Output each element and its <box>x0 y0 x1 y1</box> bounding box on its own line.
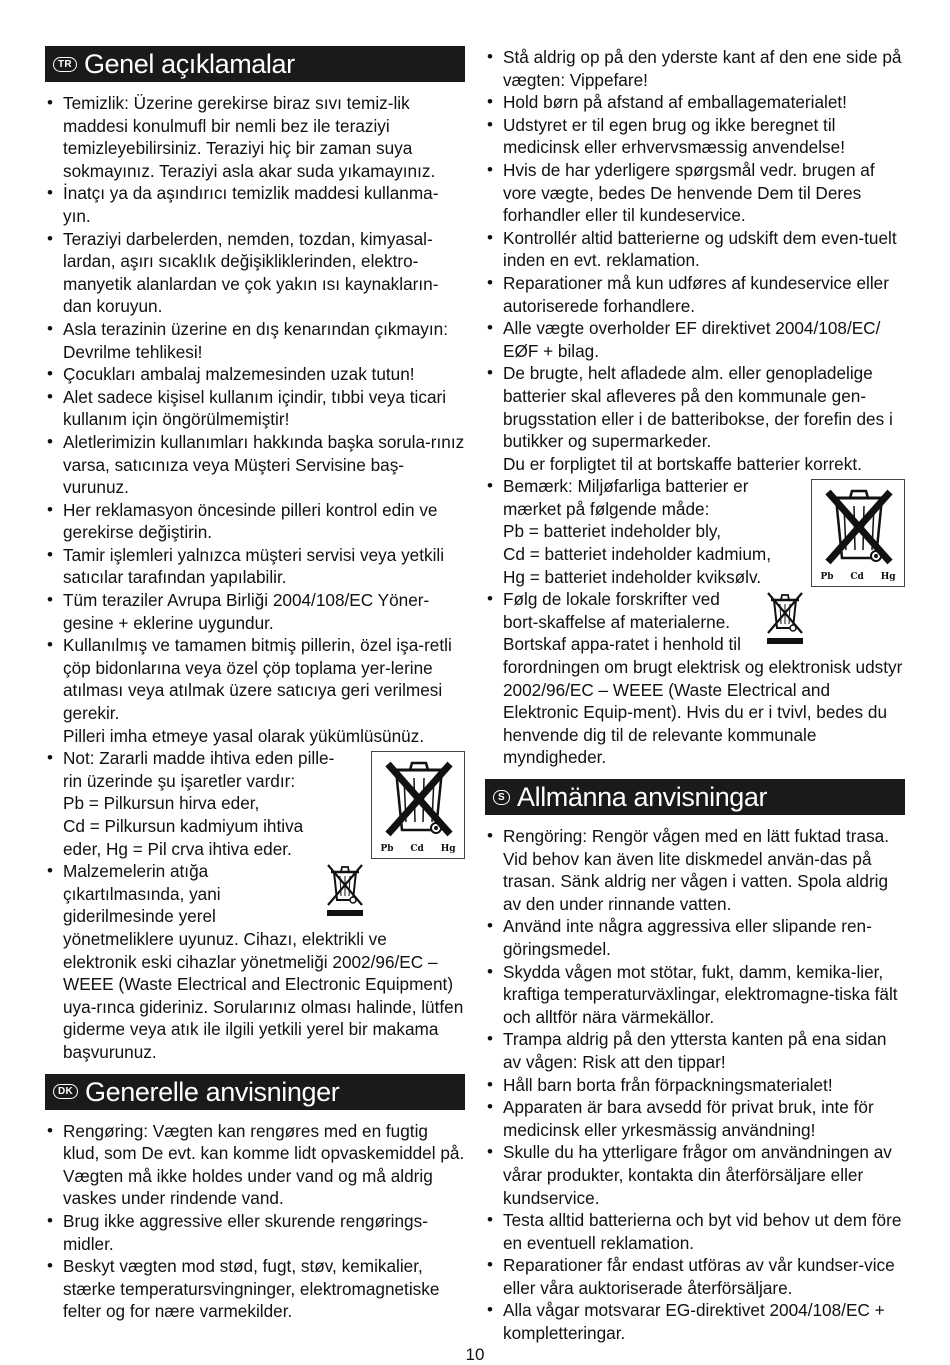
weee-item-tr: Malzemelerin atığa çıkartılmasında, yani giderilmesinde yerel yönetmeliklere uyunuz. Cihazı, elektrikli ve elektronik eski cihazlar yönetmeliği 2002/96/EC – WEEE (Waste Electrical and Electronic Equipment) uya-rınca gideriniz. Sorularınız olması halinde, lütfen giderme veya atık ile ilgili yetkili yerel bir makama başvurunuz. <box>63 861 464 1062</box>
list-dk-continued <box>485 46 905 769</box>
symbol-line: eder, Hg = Pil crva ihtiva eder. <box>63 838 292 859</box>
list-item: • Beskyt vægten mod stød, fugt, støv, kemikalier, stærke temperatursvingninger, elektromagnetiske felter og for nære varmekilder. <box>45 1255 465 1323</box>
list-item: • Rengøring: Vægten kan rengøres med en fugtig klud, som De evt. kan komme lidt opvaskemiddel på. Vægten må ikke holdes under vand og må aldrig vaskes under rindende vand. <box>45 1120 465 1210</box>
symbol-line: Cd = batteriet indeholder kadmium, <box>503 544 771 565</box>
section-title-dk: Generelle anvisninger <box>85 1076 340 1107</box>
crossed-bin-icon <box>822 486 896 566</box>
list-item: • Apparaten är bara avsedd för privat bruk, inte för medicinsk eller yrkesmässig användning! <box>485 1096 905 1141</box>
symbol-line: Not: Zararli madde ihtiva eden pille- <box>63 748 335 769</box>
lang-badge-tr: TR <box>53 57 77 72</box>
section-title-tr: Genel açıklamalar <box>83 49 295 79</box>
list-item: • Testa alltid batterierna och byt vid behov ut dem före en eventuell reklamation. <box>485 1209 905 1254</box>
list-dk <box>45 1120 465 1323</box>
list-item <box>45 860 465 1063</box>
symbol-label-pb: • Pb <box>820 572 834 583</box>
list-item: • Alla vågar motsvarar EG-direktivet 2004/108/EC + kompletteringar. <box>485 1299 905 1344</box>
symbol-labels <box>812 572 904 582</box>
crossed-bin-icon <box>382 758 456 838</box>
symbol-line: Hg = batteriet indeholder kviksølv. <box>503 566 762 587</box>
symbol-labels <box>372 844 464 854</box>
list-item: • Udstyret er til egen brug og ikke beregnet til medicinsk eller erhvervsmæssig anvendelse! <box>485 114 905 159</box>
weee-item-dk: Følg de lokale forskrifter ved bort-skaffelse af materialerne. Bortskaf appa-ratet i henhold til forordningen om brugt elektrisk og elektronisk udstyr 2002/96/EC – WEEE (Waste Electrical and Elektronic Equip-ment). Hvis du er i tvivl, bedes du henvende dig til de relevante kommunale myndigheder. <box>503 589 903 768</box>
symbol-line: Pb = Pilkursun hirva eder, <box>63 793 260 814</box>
list-tr <box>45 92 465 1064</box>
section-tr <box>45 46 465 1064</box>
list-item: • Hvis de har yderligere spørgsmål vedr. brugen af vore vægte, bedes De henvende Dem til Deres forhandler eller til kundeservice. <box>485 159 905 227</box>
list-item: • Skulle du ha ytterligare frågor om användningen av vårar produkter, kontakta din återförsäljare eller kundservice. <box>485 1141 905 1209</box>
battery-symbol-box <box>811 479 905 587</box>
list-item <box>485 362 905 475</box>
weee-bin-icon <box>325 862 365 918</box>
list-item: • Kontrollér altid batterierne og udskift dem even-tuelt inden en evt. reklamation. <box>485 227 905 272</box>
symbol-label-hg: Hg <box>440 844 456 855</box>
list-item: • Håll barn borta från förpackningsmaterialet! <box>485 1074 905 1097</box>
section-header-s <box>485 779 905 815</box>
list-item: • Reparationer får endast utföras av vår kundser-vice eller våra auktoriserade återförsäljare. <box>485 1254 905 1299</box>
symbol-label-cd: Cd <box>410 844 424 855</box>
battery-symbol-box <box>371 751 465 859</box>
section-header-dk <box>45 1074 465 1110</box>
list-s <box>485 825 905 1345</box>
lang-badge-s: S <box>493 790 510 805</box>
page-number: 10 <box>465 1345 485 1364</box>
weee-bin-icon <box>765 590 805 646</box>
symbol-line: Bemærk: Miljøfarliga batterier er <box>503 476 749 497</box>
list-item: • Hold børn på afstand af emballagematerialet! <box>485 91 905 114</box>
list-item: • Tamir işlemleri yalnızca müşteri servisi veya yetkili satıcılar tarafından yapılabilir. <box>45 544 465 589</box>
symbol-label-hg: Hg <box>880 572 896 583</box>
section-dk-continued <box>485 46 905 769</box>
section-title-s: Allmänna anvisningar <box>516 782 768 812</box>
list-item: • Çocukları ambalaj malzemesinden uzak tutun! <box>45 363 465 386</box>
list-item: • Tüm teraziler Avrupa Birliği 2004/108/EC Yöner-gesine + eklerine uygundur. <box>45 589 465 634</box>
symbol-label-cd: Cd <box>850 572 864 583</box>
battery-note-tr: Pilleri imha etmeye yasal olarak yükümlüsünüz. <box>63 725 425 746</box>
battery-item-dk: De brugte, helt afladede alm. eller genopladelige batterier skal afleveres på den kommunale gen-brugsstation eller i de batteribokse, der forefin des i butikker og supermarkeder. <box>503 363 893 452</box>
list-item: • Reparationer må kun udføres af kundeservice eller autoriserede forhandlere. <box>485 272 905 317</box>
section-header-tr <box>45 46 465 82</box>
list-item: • Temizlik: Üzerine gerekirse biraz sıvı temiz-lik maddesi konulmufl bir nemli bez ile teraziyi temizleyebilirsiniz. Teraziyi hiç bir zaman suya sokmayınız. Teraziyi asla akar suda yıkamayınız. <box>45 92 465 182</box>
section-s <box>485 779 905 1345</box>
list-item: • Brug ikke aggressive eller skurende rengørings-midler. <box>45 1210 465 1255</box>
symbol-line: mærket på følgende måde: <box>503 498 710 519</box>
list-item: • Asla terazinin üzerine en dış kenarından çıkmayın: Devrilme tehlikesi! <box>45 318 465 363</box>
list-item: • Aletlerimizin kullanımları hakkında başka sorula-rınız varsa, satıcınıza veya Müşteri Servisine baş-vurunuz. <box>45 431 465 499</box>
left-column <box>45 46 465 1333</box>
list-item: • Teraziyi darbelerden, nemden, tozdan, kimyasal-lardan, aşırı sıcaklık değişikliklerinden, elektro-manyetik alanlardan ve çok yakın ısı kaynakların-dan koruyun. <box>45 228 465 318</box>
symbol-line: rin üzerinde şu işaretler vardır: <box>63 770 296 791</box>
list-item: • Alet sadece kişisel kullanım içindir, tıbbi veya ticari kullanım için öngörülmemiştir! <box>45 386 465 431</box>
symbol-line: Pb = batteriet indeholder bly, <box>503 521 722 542</box>
list-item: • Stå aldrig op på den yderste kant af den ene side på vægten: Vippefare! <box>485 46 905 91</box>
list-item: • Skydda vågen mot stötar, fukt, damm, kemika-lier, kraftiga temperaturväxlingar, elektromagne-tiska fält och alltför nära värmekällor. <box>485 961 905 1029</box>
list-item: • Alle vægte overholder EF direktivet 2004/108/EC/ EØF + bilag. <box>485 317 905 362</box>
battery-item-tr: Kullanılmış ve tamamen bitmiş pillerin, özel işa-retli çöp bidonlarına veya özel çöp toplama yer-lerine atılması veya atılmak üzere satıcıya geri verilmesi gerekir. <box>63 635 452 724</box>
right-column <box>485 46 905 1355</box>
list-item: • Trampa aldrig på den yttersta kanten på ena sidan av vågen: Risk att den tippar! <box>485 1028 905 1073</box>
list-item: • Använd inte några aggressiva eller slipande ren-göringsmedel. <box>485 915 905 960</box>
list-item <box>485 475 905 588</box>
section-dk <box>45 1074 465 1323</box>
list-item: • İnatçı ya da aşındırıcı temizlik maddesi kullanma-yın. <box>45 182 465 227</box>
list-item: • Her reklamasyon öncesinde pilleri kontrol edin ve gerekirse değiştirin. <box>45 499 465 544</box>
list-item: • Rengöring: Rengör vågen med en lätt fuktad trasa. Vid behov kan även lite diskmedel använ-das på trasan. Sänk aldrig ner vågen i vatten. Spola aldrig av den under rinnande vatten. <box>485 825 905 915</box>
lang-badge-dk: DK <box>53 1084 78 1099</box>
symbol-line: Cd = Pilkursun kadmiyum ihtiva <box>63 816 304 836</box>
list-item <box>485 588 905 769</box>
battery-note-dk: Du er forpligtet til at bortskaffe batterier korrekt. <box>503 453 862 474</box>
list-item <box>45 747 465 860</box>
symbol-label-pb: • Pb <box>380 844 394 855</box>
list-item <box>45 634 465 747</box>
